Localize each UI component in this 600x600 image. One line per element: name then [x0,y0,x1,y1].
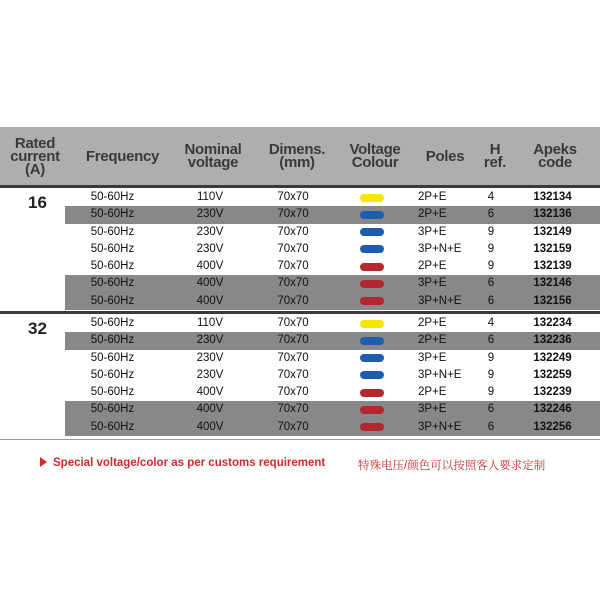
table-row [65,258,600,275]
dimensions-cell: 70x70 [277,225,309,238]
poles-cell: 3P+E [418,225,447,238]
apeks-code-cell: 132134 [533,191,572,203]
dimensions-cell: 70x70 [277,334,309,347]
poles-cell: 3P+N+E [418,294,462,307]
header-frequency: Frequency [85,147,160,165]
colour-swatch [360,211,384,219]
apeks-code-cell: 132136 [533,208,572,221]
apeks-code-cell: 132246 [533,403,572,416]
voltage-colour-cell [352,384,392,401]
frequency-cell: 50-60Hz [90,294,135,307]
h-ref-cell: 9 [487,368,495,381]
colour-swatch [360,337,384,345]
frequency-cell: 50-60Hz [90,225,135,238]
voltage-colour-cell [352,224,392,241]
h-ref-cell: 9 [487,260,495,273]
voltage-cell: 230V [196,351,224,364]
dimensions-cell: 70x70 [277,242,309,255]
h-ref-cell: 6 [487,334,495,347]
voltage-cell: 110V [196,317,223,329]
frequency-cell: 50-60Hz [90,277,135,290]
footer-note-en-wrap [40,457,325,469]
apeks-code-cell: 132239 [533,386,572,399]
table-row [65,367,600,384]
dimensions-cell: 70x70 [277,260,309,273]
voltage-cell: 230V [196,242,224,255]
voltage-colour-cell [352,258,392,275]
dimensions-cell: 70x70 [277,368,309,381]
poles-cell: 3P+N+E [418,420,462,433]
rated-current-label: 16 [28,193,47,212]
colour-swatch [360,423,384,431]
poles-cell: 2P+E [418,191,447,203]
dimensions-cell: 70x70 [277,386,309,399]
table-row [65,332,600,349]
frequency-cell: 50-60Hz [90,191,135,203]
apeks-code-cell: 132139 [533,260,572,273]
poles-cell: 3P+N+E [418,368,462,381]
colour-swatch [360,194,384,202]
poles-cell: 3P+E [418,277,447,290]
voltage-cell: 400V [196,420,224,433]
poles-cell: 3P+N+E [418,242,462,255]
voltage-cell: 230V [196,334,224,347]
voltage-cell: 400V [196,260,224,273]
apeks-code-cell: 132234 [533,317,572,329]
voltage-colour-cell [352,293,392,310]
voltage-colour-cell [352,401,392,418]
frequency-cell: 50-60Hz [90,420,135,433]
poles-cell: 2P+E [418,334,447,347]
table-row [65,189,600,206]
voltage-colour-cell [352,315,392,332]
h-ref-cell: 6 [487,294,495,307]
dimensions-cell: 70x70 [277,317,309,329]
voltage-cell: 400V [196,277,224,290]
poles-cell: 2P+E [418,260,447,273]
frequency-cell: 50-60Hz [90,208,135,221]
h-ref-cell: 6 [487,403,495,416]
colour-swatch [360,245,384,253]
apeks-code-cell: 132256 [533,420,572,433]
poles-cell: 2P+E [418,208,447,221]
apeks-code-cell: 132146 [533,277,572,290]
table-row [65,275,600,292]
apeks-code-cell: 132159 [533,242,572,255]
colour-swatch [360,228,384,236]
colour-swatch [360,371,384,379]
h-ref-cell: 6 [487,277,495,290]
header-poles: Poles [425,147,465,165]
table-row [65,241,600,258]
poles-cell: 2P+E [418,386,447,399]
dimensions-cell: 70x70 [277,208,309,221]
table-row [65,206,600,223]
poles-cell: 3P+E [418,403,447,416]
poles-cell: 2P+E [418,317,447,329]
apeks-code-cell: 132236 [533,334,572,347]
table-row [65,315,600,332]
table-row [65,384,600,401]
voltage-cell: 400V [196,294,224,307]
header-rated-current: Rated current (A) [10,134,60,178]
voltage-colour-cell [352,206,392,223]
h-ref-cell: 9 [487,225,495,238]
header-h-ref: H ref. [483,141,507,171]
voltage-cell: 110V [196,191,223,203]
group-divider [0,311,600,314]
voltage-cell: 400V [196,386,224,399]
table-row [65,224,600,241]
colour-swatch [360,297,384,305]
header-nominal-voltage: Nominal voltage [184,141,242,171]
table-row [65,350,600,367]
apeks-code-cell: 132259 [533,368,572,381]
voltage-colour-cell [352,241,392,258]
h-ref-cell: 9 [487,242,495,255]
colour-swatch [360,389,384,397]
frequency-cell: 50-60Hz [90,242,135,255]
triangle-right-icon [40,457,47,467]
table-header [0,127,600,185]
frequency-cell: 50-60Hz [90,334,135,347]
poles-cell: 3P+E [418,351,447,364]
group-rows [65,315,600,436]
voltage-colour-cell [352,419,392,436]
dimensions-cell: 70x70 [277,277,309,290]
dimensions-cell: 70x70 [277,191,309,203]
voltage-cell: 230V [196,368,224,381]
colour-swatch [360,280,384,288]
h-ref-cell: 6 [487,420,495,433]
h-ref-cell: 4 [487,317,495,329]
table-row [65,419,600,436]
table-bottom-line [0,439,600,440]
colour-swatch [360,406,384,414]
voltage-colour-cell [352,189,392,206]
colour-swatch [360,320,384,328]
dimensions-cell: 70x70 [277,420,309,433]
frequency-cell: 50-60Hz [90,386,135,399]
colour-swatch [360,263,384,271]
dimensions-cell: 70x70 [277,294,309,307]
h-ref-cell: 9 [487,386,495,399]
frequency-cell: 50-60Hz [90,351,135,364]
group-rows [65,189,600,310]
header-dimensions: Dimens. (mm) [268,141,326,171]
colour-swatch [360,354,384,362]
h-ref-cell: 9 [487,351,495,364]
rated-current-label: 32 [28,319,47,338]
voltage-cell: 230V [196,225,224,238]
frequency-cell: 50-60Hz [90,403,135,416]
frequency-cell: 50-60Hz [90,368,135,381]
apeks-code-cell: 132149 [533,225,572,238]
apeks-code-cell: 132249 [533,351,572,364]
voltage-colour-cell [352,332,392,349]
voltage-colour-cell [352,350,392,367]
h-ref-cell: 4 [487,191,495,203]
table-row [65,401,600,418]
dimensions-cell: 70x70 [277,351,309,364]
header-voltage-colour: Voltage Colour [349,141,401,171]
voltage-cell: 400V [196,403,224,416]
table-row [65,293,600,310]
dimensions-cell: 70x70 [277,403,309,416]
apeks-code-cell: 132156 [533,294,572,307]
header-divider [0,185,600,188]
frequency-cell: 50-60Hz [90,260,135,273]
h-ref-cell: 6 [487,208,495,221]
footer-note-en: Special voltage/color as per customs requirement [53,457,326,469]
frequency-cell: 50-60Hz [90,317,135,329]
voltage-colour-cell [352,275,392,292]
footer-note-cn: 特殊电压/颜色可以按照客人要求定制 [358,460,546,472]
voltage-colour-cell [352,367,392,384]
header-apeks-code: Apeks code [533,141,577,171]
voltage-cell: 230V [196,208,224,221]
